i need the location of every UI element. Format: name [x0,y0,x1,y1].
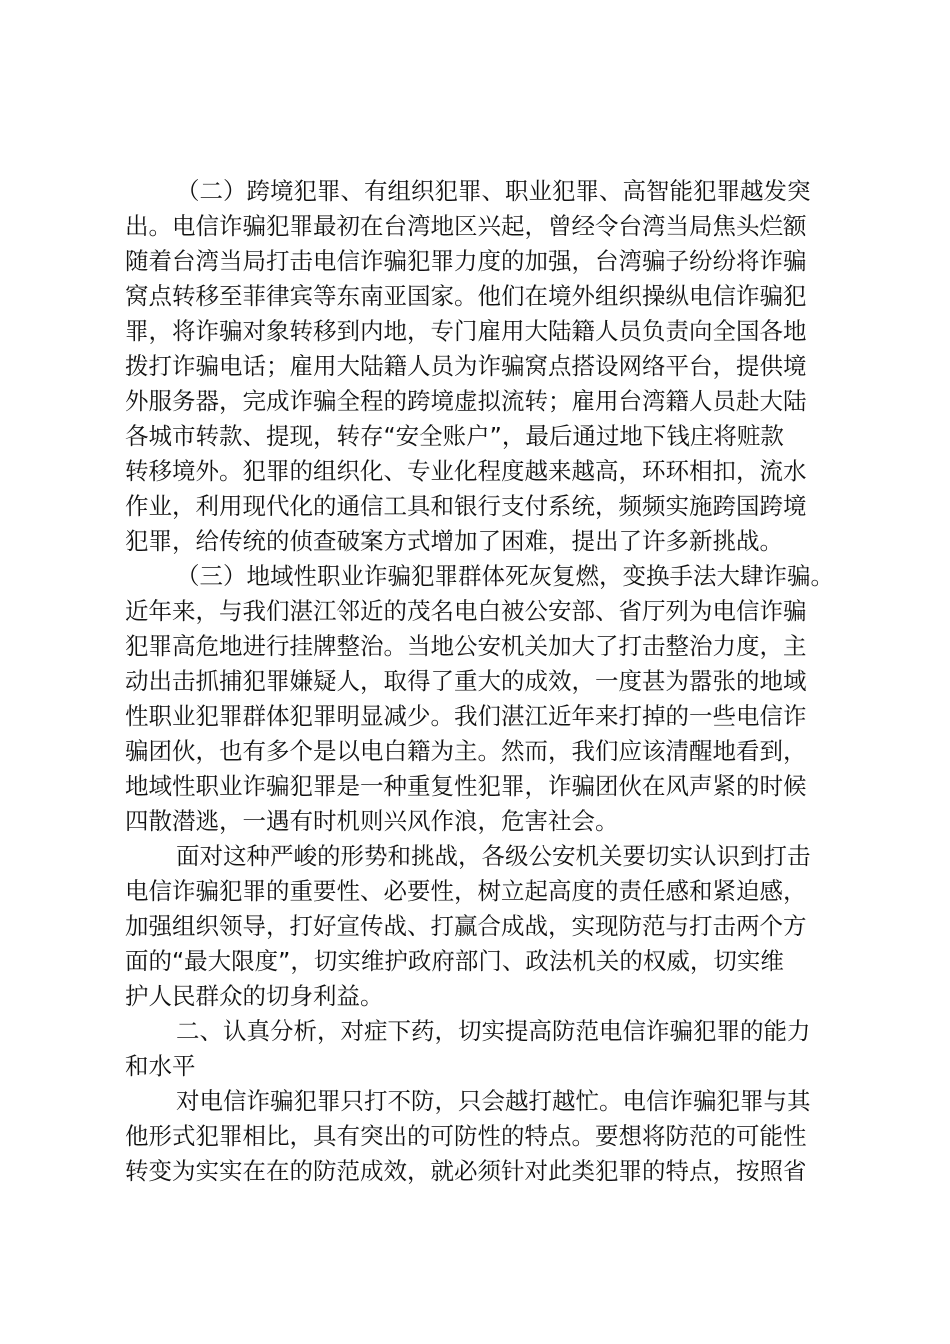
section-heading-line: 二、认真分析，对症下药，切实提高防范电信诈骗犯罪的能力 [176,1017,811,1045]
text-line: 犯罪，给传统的侦查破案方式增加了困难，提出了许多新挑战。 [125,527,783,555]
text-line: 面的“最大限度”，切实维护政府部门、政法机关的权威，切实维 [125,947,784,975]
text-line: 地域性职业诈骗犯罪是一种重复性犯罪，诈骗团伙在风声紧的时候 [125,772,807,800]
text-line: （三）地域性职业诈骗犯罪群体死灰复燃，变换手法大肆诈骗。 [176,562,834,590]
text-line: 窝点转移至菲律宾等东南亚国家。他们在境外组织操纵电信诈骗犯 [125,282,807,310]
text-line: 出。电信诈骗犯罪最初在台湾地区兴起，曾经令台湾当局焦头烂额 [125,212,807,240]
text-line: 作业，利用现代化的通信工具和银行支付系统，频频实施跨国跨境 [125,492,807,520]
text-line: 护人民群众的切身利益。 [125,982,384,1010]
text-line: 拨打诈骗电话；雇用大陆籍人员为诈骗窝点搭设网络平台，提供境 [125,352,807,380]
text-line: 四散潜逃，一遇有时机则兴风作浪，危害社会。 [125,807,619,835]
text-line: 骗团伙，也有多个是以电白籍为主。然而，我们应该清醒地看到， [125,737,807,765]
text-line: 他形式犯罪相比，具有突出的可防性的特点。要想将防范的可能性 [125,1122,807,1150]
text-line: 犯罪高危地进行挂牌整治。当地公安机关加大了打击整治力度，主 [125,632,807,660]
text-line: 转变为实实在在的防范成效，就必须针对此类犯罪的特点，按照省 [125,1157,807,1185]
text-line: 性职业犯罪群体犯罪明显减少。我们湛江近年来打掉的一些电信诈 [125,702,807,730]
text-line: （二）跨境犯罪、有组织犯罪、职业犯罪、高智能犯罪越发突 [176,177,811,205]
text-line: 对电信诈骗犯罪只打不防，只会越打越忙。电信诈骗犯罪与其 [176,1087,811,1115]
text-line: 电信诈骗犯罪的重要性、必要性，树立起高度的责任感和紧迫感， [125,877,807,905]
text-line: 转移境外。犯罪的组织化、专业化程度越来越高，环环相扣，流水 [125,457,807,485]
text-line: 随着台湾当局打击电信诈骗犯罪力度的加强，台湾骗子纷纷将诈骗 [125,247,807,275]
text-line: 近年来，与我们湛江邻近的茂名电白被公安部、省厅列为电信诈骗 [125,597,807,625]
text-line: 罪，将诈骗对象转移到内地，专门雇用大陆籍人员负责向全国各地 [125,317,807,345]
text-line: 面对这种严峻的形势和挑战，各级公安机关要切实认识到打击 [176,842,811,870]
text-line: 加强组织领导，打好宣传战、打赢合成战，实现防范与打击两个方 [125,912,807,940]
section-heading-line: 和水平 [125,1052,196,1080]
text-line: 各城市转款、提现，转存“安全账户”，最后通过地下钱庄将赃款 [125,422,784,450]
text-line: 动出击抓捕犯罪嫌疑人，取得了重大的成效，一度甚为嚣张的地域 [125,667,807,695]
text-line: 外服务器，完成诈骗全程的跨境虚拟流转；雇用台湾籍人员赴大陆 [125,387,807,415]
